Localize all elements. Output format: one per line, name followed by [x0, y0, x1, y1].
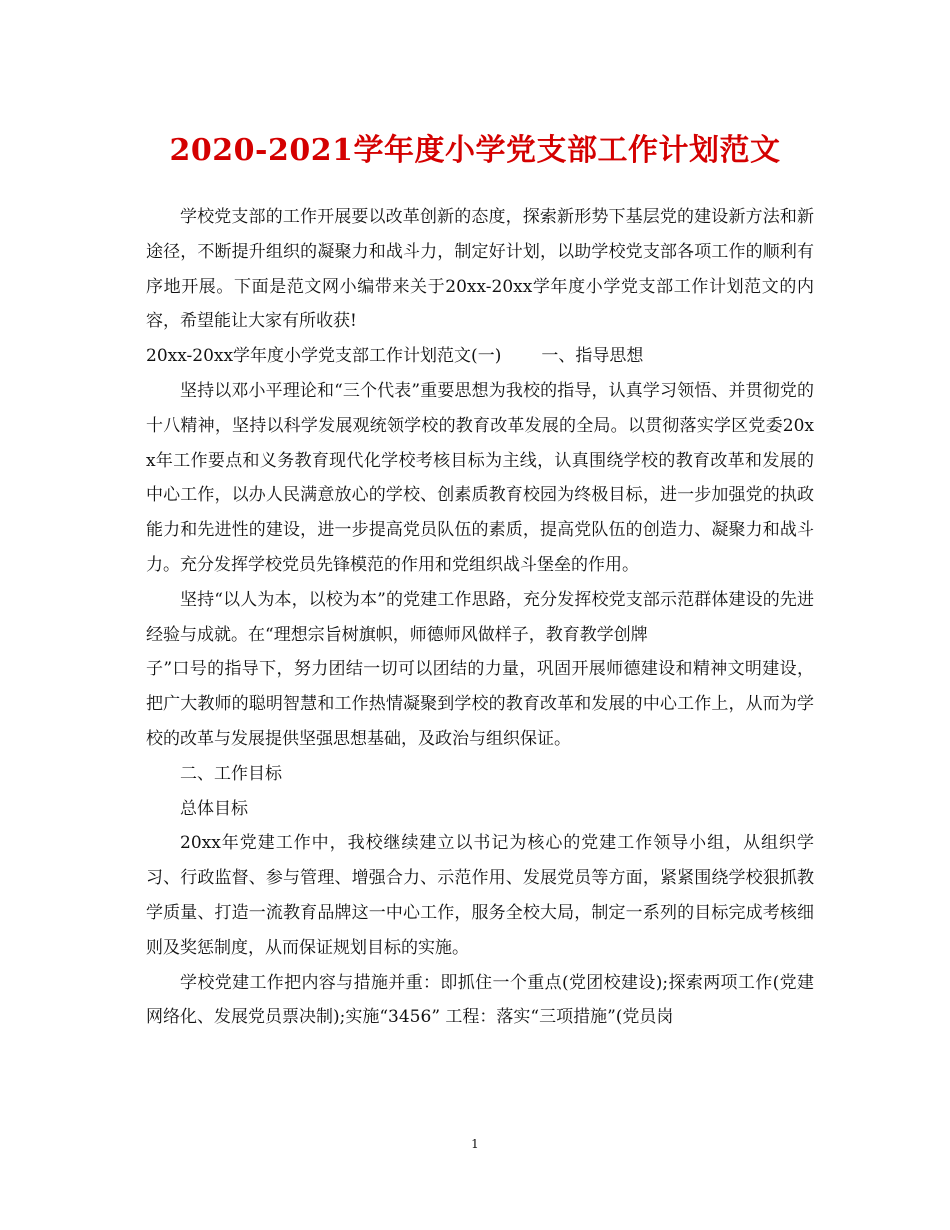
section-heading-line [146, 339, 814, 374]
document-title: 2020-2021学年度小学党支部工作计划范文 [169, 133, 781, 168]
party-building-paragraph-continued: 子”口号的指导下，努力团结一切可以团结的力量，巩固开展师德建设和精神文明建设，把广大教师的聪明智慧和工作热情凝聚到学校的教育改革和发展的中心工作上，从而为学校的改革与发展提供坚强思想基础，及政治与组织保证。 [146, 659, 814, 749]
document-body [146, 200, 814, 1035]
work-goals-heading: 二、工作目标 [180, 763, 282, 784]
page-number: 1 [471, 1137, 479, 1151]
overall-goal-subheading: 总体目标 [180, 798, 248, 819]
guiding-thought-paragraph: 坚持以邓小平理论和“三个代表”重要思想为我校的指导，认真学习领悟、并贯彻党的十八精神，坚持以科学发展观统领学校的教育改革发展的全局。以贯彻落实学区党委20xx年工作要点和义务教育现代化学校考核目标为主线，认真围绕学校的教育改革和发展的中心工作，以办人民满意放心的学校、创素质教育校园为终极目标，进一步加强党的执政能力和先进性的建设，进一步提高党员队伍的素质，提高党队伍的创造力、凝聚力和战斗力。充分发挥学校党员先锋模范的作用和党组织战斗堡垒的作用。 [146, 380, 814, 575]
party-building-paragraph-start: 坚持“以人为本，以校为本”的党建工作思路，充分发挥校党支部示范群体建设的先进经验与成就。在“理想宗旨树旗帜，师德师风做样子，教育教学创牌 [146, 589, 814, 645]
guiding-thought-heading: 一、指导思想 [541, 346, 644, 367]
section-title: 20xx-20xx学年度小学党支部工作计划范文(一) [146, 346, 502, 367]
intro-paragraph: 学校党支部的工作开展要以改革创新的态度，探索新形势下基层党的建设新方法和新途径，不断提升组织的凝聚力和战斗力，制定好计划，以助学校党支部各项工作的顺利有序地开展。下面是范文网小编带来关于20xx-20xx学年度小学党支部工作计划范文的内容，希望能让大家有所收获! [146, 207, 814, 332]
measures-paragraph: 学校党建工作把内容与措施并重：即抓住一个重点(党团校建设);探索两项工作(党建网络化、发展党员票决制);实施“3456” 工程：落实“三项措施”(党员岗 [146, 972, 814, 1028]
overall-goal-paragraph: 20xx年党建工作中，我校继续建立以书记为核心的党建工作领导小组，从组织学习、行政监督、参与管理、增强合力、示范作用、发展党员等方面，紧紧围绕学校狠抓教学质量、打造一流教育品牌这一中心工作，服务全校大局，制定一系列的目标完成考核细则及奖惩制度，从而保证规划目标的实施。 [146, 833, 814, 958]
